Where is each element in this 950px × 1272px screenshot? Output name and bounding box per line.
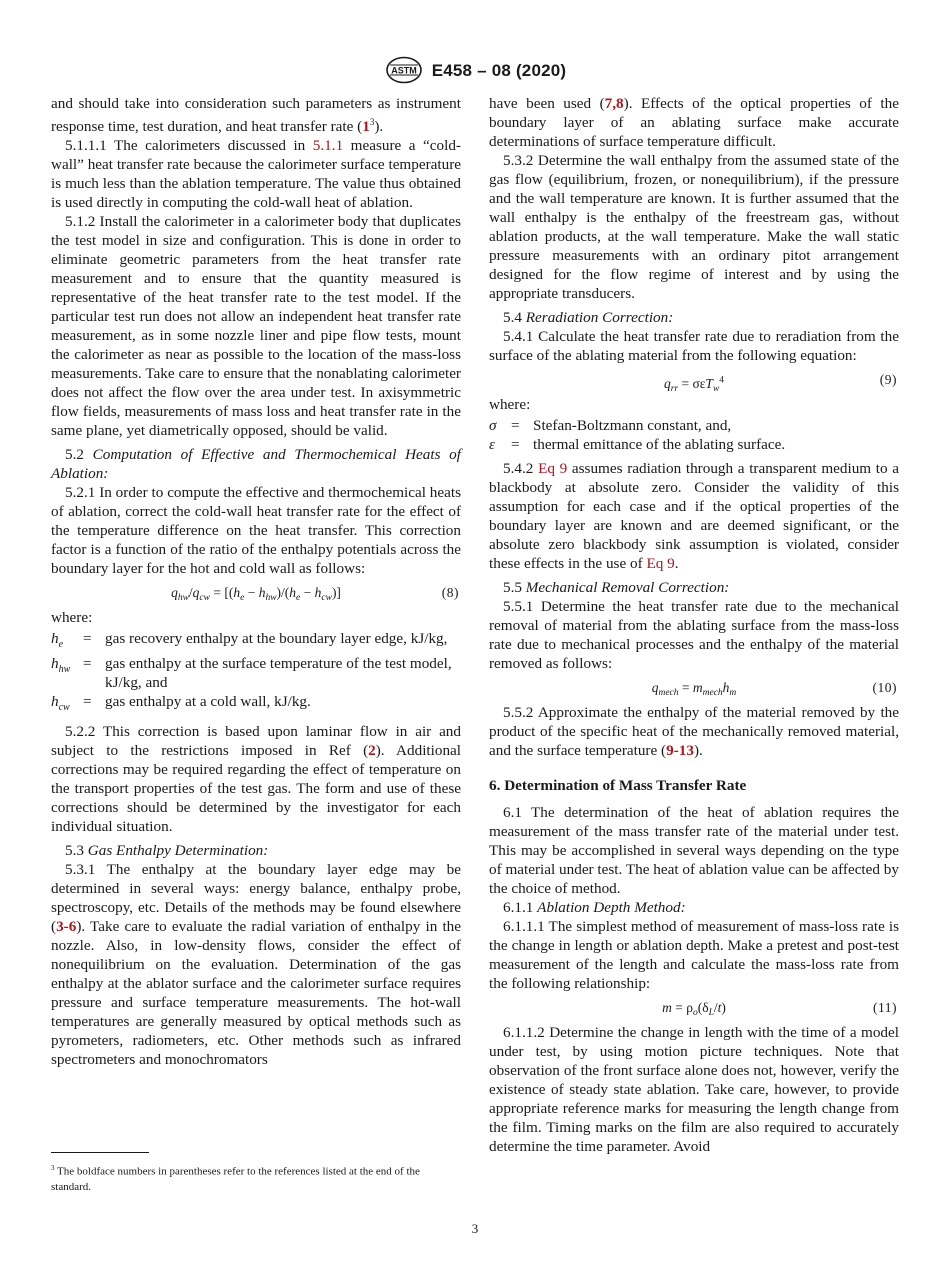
reference-link-9-13[interactable]: 9-13 bbox=[666, 742, 694, 759]
variable-epsilon: ε = thermal emittance of the ablating surface. bbox=[489, 436, 786, 453]
equation-number: (8) bbox=[441, 585, 459, 601]
paragraph-6-1-1-2: 6.1.1.2 Determine the change in length with the time of a model under test, by using motion picture techniques. Note that observation of the front surface alone does not, however, verify the existence of steady state ablation. Take care, however, to provide appropriate reference marks for measuring the length change from the film. Timing marks on the film are also required to accurately determine the time parameter. Avoid bbox=[489, 1024, 899, 1155]
reference-link-1[interactable]: 1 bbox=[362, 118, 370, 136]
variable-he: $h_e$ = gas recovery enthalpy at the boundary layer edge, kJ/kg, bbox=[51, 630, 448, 651]
paragraph-5-4-1: 5.4.1 Calculate the heat transfer rate due to reradiation from the surface of the ablating material from the following equation: bbox=[489, 328, 899, 364]
page-header bbox=[0, 55, 950, 85]
equation-11: $m = \rho_o(\delta_L/t)$ (11) bbox=[489, 993, 899, 1023]
paragraph-continuation-right: have been used (7,8). Effects of the optical properties of the boundary layer of an ablating surface make accurate determinations of surface temperature difficult. bbox=[489, 95, 899, 150]
paragraph-6-1-1-1: 6.1.1.1 The simplest method of measurement of mass-loss rate is the change in length or ablation depth. Make a pretest and post-test measurement of the length and calculate the mass-loss rate from the following relationship: bbox=[489, 918, 899, 992]
section-heading-5-4: 5.4 Reradiation Correction: bbox=[503, 309, 674, 326]
paragraph-5-1-1-1: 5.1.1.1 The calorimeters discussed in 5.1.1 measure a “cold-wall” heat transfer rate because the calorimeter surface temperature is much less than the ablation temperature. The value thus obtained is used directly in computing the cold-wall heat of ablation. bbox=[51, 137, 461, 212]
equation-10: $q_{mech} = m_{mech}h_m$ (10) bbox=[489, 673, 899, 703]
section-heading-5-3: 5.3 Gas Enthalpy Determination: bbox=[65, 842, 269, 860]
paragraph-5-4-2: 5.4.2 Eq 9 assumes radiation through a transparent medium to a blackbody at absolute zero. Consider the validity of this assumption for each case and if the optical properties of the boundary layer are known and are deemed significant, or the absolute zero blackbody sink assumption is violated, consider these effects in the use of Eq 9. bbox=[489, 460, 900, 572]
footnote bbox=[51, 1161, 461, 1195]
document-number: E458 – 08 (2020) bbox=[431, 60, 567, 80]
equation-8: $q_{hw}/q_{cw} = [(h_e - h_{hw})/(h_e - h_{cw})]$ (8) bbox=[51, 578, 461, 608]
equation-9: $q_{rr} = \sigma\varepsilon T_w^4$ (9) bbox=[489, 365, 899, 395]
paragraph-5-2-2: 5.2.2 This correction is based upon laminar flow in air and subject to the restrictions imposed in Ref (2). Additional corrections may be required regarding the effect of temperature on the transport properties of the test gas. The form and use of these corrections should be determined by the investigator for each individual situation. bbox=[51, 723, 461, 836]
paragraph-5-3-2: 5.3.2 Determine the wall enthalpy from the assumed state of the gas flow (equilibrium, frozen, or nonequilibrium), if the pressure and the wall temperature are known. It is further assumed that the wall enthalpy is the enthalpy of the freestream gas, without ablation products, at the wall temperature. Make the wall static pressure measurements with an ordinary pitot arrangement designed for the flow regime of interest and by using the appropriate transducers. bbox=[489, 152, 899, 302]
reference-link-7-8[interactable]: 7,8 bbox=[604, 95, 624, 112]
section-heading-5-2: 5.2 Computation of Effective and Thermochemical Heats of Ablation: bbox=[51, 446, 461, 483]
paragraph-5-5-1: 5.5.1 Determine the heat transfer rate due to the mechanical removal of material from the ablating surface from the mass-loss rate due to mechanical processes and the enthalpy of the material removed as follows: bbox=[489, 598, 899, 672]
reference-link-3-6[interactable]: 3-6 bbox=[56, 918, 77, 936]
section-link-5-1-1[interactable]: 5.1.1 bbox=[312, 137, 344, 155]
variable-hcw: $h_{cw}$ = gas enthalpy at a cold wall, kJ/kg. bbox=[51, 693, 311, 714]
variable-list bbox=[51, 629, 461, 717]
equation-link-9[interactable]: Eq 9 bbox=[538, 460, 568, 477]
where-label: where: bbox=[51, 609, 93, 627]
left-column bbox=[51, 94, 461, 1069]
section-heading-5-5: 5.5 Mechanical Removal Correction: bbox=[503, 579, 730, 596]
astm-logo-text: ASTM bbox=[390, 65, 417, 76]
footnote-mark: 3 bbox=[369, 117, 375, 127]
footnote-mark: 3 bbox=[51, 1164, 55, 1172]
paragraph-5-1-2: 5.1.2 Install the calorimeter in a calorimeter body that duplicates the test model in size and configuration. This is done in order to eliminate geometric parameters from the heat transfer rate measurement and to ensure that the quantity measured is representative of the heat transfer rate to the test model. If the particular test run does not allow an independent heat transfer rate measurement, as in some nozzle liner and pipe flow tests, mount the calorimeter as near as possible to the location of the mass-loss measurements. Take care to ensure that the nonablating calorimeter does not affect the flow over the area under test. In axisymmetric flow fields, measurements of mass loss and heat transfer rate in the same plane, yet diametrically opposed, should be valid. bbox=[51, 213, 461, 440]
footnote-divider bbox=[51, 1152, 149, 1153]
equation-link-9-second[interactable]: Eq 9 bbox=[646, 555, 675, 572]
astm-logo-icon bbox=[384, 56, 424, 84]
where-label: where: bbox=[489, 396, 531, 413]
equation-number: (11) bbox=[873, 1000, 897, 1015]
section-heading-6-1-1: 6.1.1 Ablation Depth Method: bbox=[503, 899, 686, 916]
page-number: 3 bbox=[471, 1221, 479, 1236]
paragraph-6-1: 6.1 The determination of the heat of ablation requires the measurement of the mass transfer rate of the material under test. This may be accomplished in several ways depending on the type of material under test. The heat of ablation value can be affected by the choice of method. bbox=[489, 804, 899, 897]
variable-hhw: $h_{hw}$ = gas enthalpy at the surface temperature of the test model, kJ/kg, and bbox=[51, 655, 452, 692]
equation-number: (10) bbox=[872, 680, 897, 695]
equation-number: (9) bbox=[879, 372, 897, 387]
paragraph-5-3-1: 5.3.1 The enthalpy at the boundary layer edge may be determined in several ways: energy balance, enthalpy probe, spectroscopy, etc. Details of the methods may be found elsewhere (3-6). Take care to evaluate the radial variation of enthalpy in the nozzle. Also, in low-density flows, consider the effect of nonequilibrium on the evaluation. Determination of the gas enthalpy at the ablator surface and the calorimeter surface requires pressure and surface temperature measurements. The hot-wall temperatures are generally measured by optical methods such as pyrometers, radiometers, etc. Other methods such as infrared spectrometers and monochromators bbox=[51, 861, 461, 1069]
section-heading-6: 6. Determination of Mass Transfer Rate bbox=[489, 777, 747, 794]
variable-sigma: σ = Stefan-Boltzmann constant, and, bbox=[489, 417, 732, 434]
paragraph-5-5-2: 5.5.2 Approximate the enthalpy of the material removed by the product of the specific heat of the mechanically removed material, and the surface temperature (9-13). bbox=[489, 704, 899, 759]
reference-link-2[interactable]: 2 bbox=[368, 742, 376, 760]
paragraph-5-2-1: 5.2.1 In order to compute the effective and thermochemical heats of ablation, correct the cold-wall heat transfer rate for the effect of the temperature difference on the heat transfer. This correction factor is a function of the ratio of the enthalpy potentials across the boundary layer for the hot and cold wall as follows: bbox=[51, 484, 461, 578]
right-column bbox=[489, 94, 899, 1156]
paragraph-continuation: and should take into consideration such parameters as instrument response time, test duration, and heat transfer rate (1$^3$). bbox=[51, 95, 461, 136]
variable-list bbox=[489, 416, 899, 454]
footnote-text: The boldface numbers in parentheses refer to the references listed at the end of the standard. bbox=[51, 1165, 420, 1193]
